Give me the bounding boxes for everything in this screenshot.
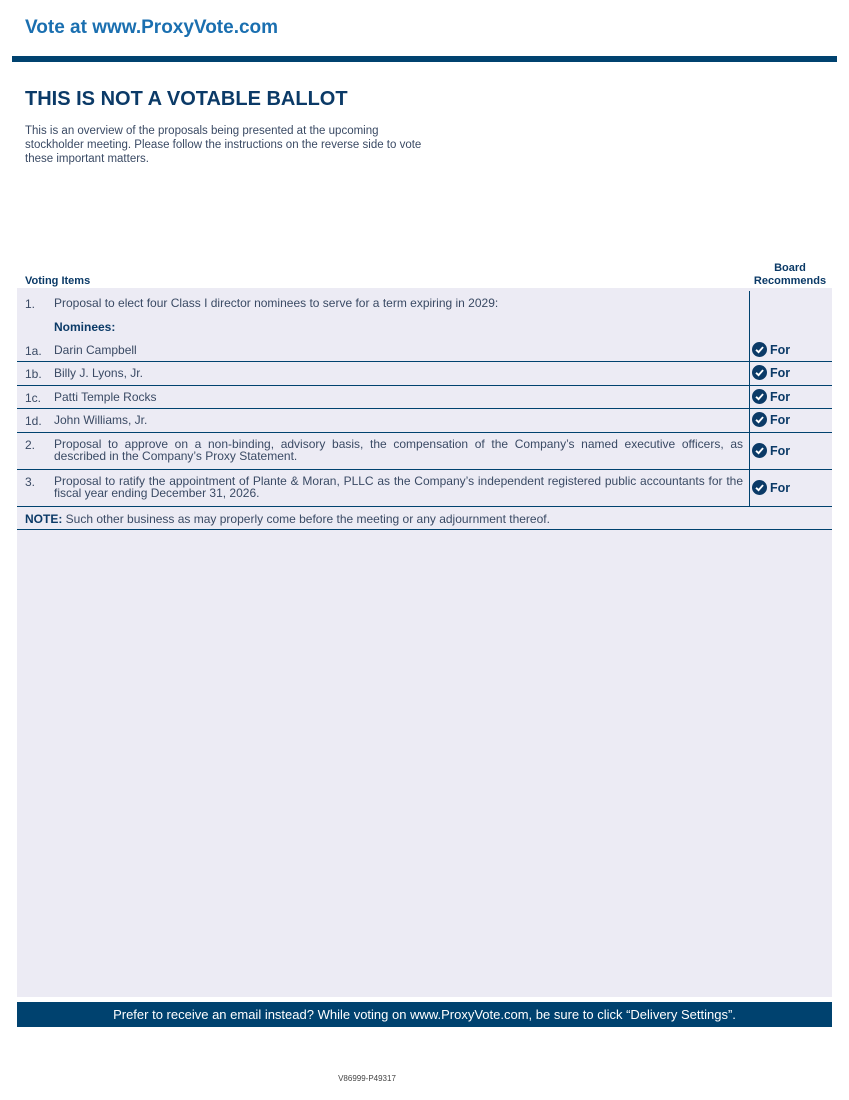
check-circle-icon <box>752 342 767 357</box>
recommendation-label: For <box>770 412 791 427</box>
board-recommendation <box>752 389 790 404</box>
note-text <box>25 512 550 526</box>
board-header-line2: Recommends <box>753 275 827 287</box>
nominee-number: 1b. <box>25 367 42 381</box>
board-recommendation <box>752 480 790 495</box>
board-recommendation <box>752 342 790 357</box>
nominee-name: Billy J. Lyons, Jr. <box>54 366 143 380</box>
page-title: THIS IS NOT A VOTABLE BALLOT <box>25 88 348 110</box>
nominee-name: Darin Campbell <box>54 343 137 357</box>
voting-items-header: Voting Items <box>25 275 91 287</box>
proposal-1-row <box>17 291 832 315</box>
recommendation-label: For <box>770 443 791 458</box>
nominee-number: 1c. <box>25 391 42 405</box>
note-label: NOTE: <box>25 512 63 526</box>
check-circle-icon <box>752 412 767 427</box>
check-circle-icon <box>752 443 767 458</box>
proposal-text: Proposal to approve on a non-binding, advisory basis, the compensation of the Company’s named executive officers, as described in the Company’s Proxy Statement. <box>54 437 743 463</box>
recommendation-label: For <box>770 365 791 380</box>
check-circle-icon <box>752 389 767 404</box>
intro-text: This is an overview of the proposals being presented at the upcoming stockholder meeting. Please follow the instructions on the reverse side to vote these important matters. <box>25 125 422 165</box>
board-recommendation <box>752 443 790 458</box>
nominee-name: Patti Temple Rocks <box>54 390 157 404</box>
board-recommendation <box>752 365 790 380</box>
nominees-label-row <box>17 315 832 338</box>
board-recommends-header <box>749 262 831 288</box>
note-rule <box>17 529 832 530</box>
proposal-text: Proposal to ratify the appointment of Plante & Moran, PLLC as the Company’s independent registered public accountants for the fiscal year ending December 31, 2026. <box>54 474 743 500</box>
proxyvote-header-link[interactable]: Vote at www.ProxyVote.com <box>25 17 279 38</box>
recommendation-label: For <box>770 389 791 404</box>
nominee-row-1b <box>17 361 832 385</box>
proposal-number: 2. <box>25 438 36 452</box>
note-body: Such other business as may properly come before the meeting or any adjournment thereof. <box>62 512 550 526</box>
nominee-name: John Williams, Jr. <box>54 413 148 427</box>
recommendation-label: For <box>770 342 791 357</box>
board-recommendation <box>752 412 790 427</box>
nominee-row-1d <box>17 408 832 432</box>
document-code: V86999-P49317 <box>338 1074 396 1083</box>
proposal-3-row <box>17 469 832 507</box>
nominees-label: Nominees: <box>54 320 116 334</box>
nominee-number: 1a. <box>25 344 42 358</box>
proposal-number: 1. <box>25 297 36 311</box>
nominee-row-1c <box>17 385 832 408</box>
check-circle-icon <box>752 365 767 380</box>
proposal-number: 3. <box>25 475 36 489</box>
check-circle-icon <box>752 480 767 495</box>
nominee-number: 1d. <box>25 414 42 428</box>
proposal-text: Proposal to elect four Class I director nominees to serve for a term expiring in 2029: <box>54 296 499 310</box>
recommendation-label: For <box>770 480 791 495</box>
delivery-settings-banner: Prefer to receive an email instead? While voting on www.ProxyVote.com, be sure to click “Delivery Settings”. <box>17 1002 832 1027</box>
proposal-2-row <box>17 432 832 469</box>
table-bottom-rule <box>17 506 832 507</box>
board-header-line1: Board <box>774 262 806 274</box>
header-rule <box>12 56 837 62</box>
nominee-row-1a <box>17 338 832 361</box>
